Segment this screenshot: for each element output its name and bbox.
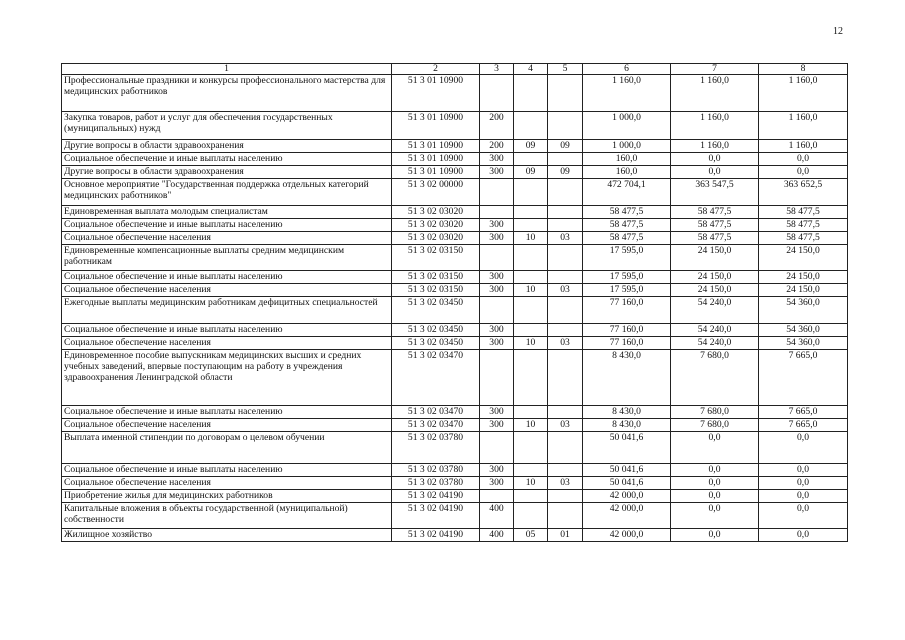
row-code-cell: 51 3 02 03450: [392, 337, 480, 350]
row-value-cell: 24 150,0: [671, 271, 759, 284]
row-name-cell: Социальное обеспечение населения: [62, 477, 392, 490]
row-value-cell: 7 665,0: [759, 419, 848, 432]
row-value-cell: 0,0: [671, 529, 759, 542]
row-expense-type-cell: 200: [480, 140, 514, 153]
row-section-cell: 10: [514, 477, 548, 490]
row-expense-type-cell: 300: [480, 232, 514, 245]
row-name-cell: Основное мероприятие "Государственная поддержка отдельных категорий медицинских работников": [62, 179, 392, 206]
row-section-cell: [514, 271, 548, 284]
table-row: [62, 75, 848, 112]
row-section-cell: [514, 206, 548, 219]
row-code-cell: 51 3 01 10900: [392, 112, 480, 140]
row-value-cell: 54 240,0: [671, 324, 759, 337]
row-code-cell: 51 3 02 03470: [392, 350, 480, 406]
row-value-cell: 50 041,6: [583, 464, 671, 477]
row-name-cell: Капитальные вложения в объекты государственной (муниципальной) собственности: [62, 503, 392, 529]
row-subsection-cell: 03: [548, 337, 583, 350]
row-name-cell: Социальное обеспечение и иные выплаты населению: [62, 219, 392, 232]
row-subsection-cell: [548, 297, 583, 324]
row-code-cell: 51 3 02 00000: [392, 179, 480, 206]
row-name-cell: Закупка товаров, работ и услуг для обеспечения государственных (муниципальных) нужд: [62, 112, 392, 140]
row-expense-type-cell: 200: [480, 112, 514, 140]
row-value-cell: 0,0: [671, 490, 759, 503]
row-value-cell: 7 680,0: [671, 419, 759, 432]
column-number-8: 8: [759, 64, 848, 75]
table-row: [62, 350, 848, 406]
row-value-cell: 1 160,0: [671, 75, 759, 112]
row-value-cell: 17 595,0: [583, 271, 671, 284]
row-value-cell: 363 652,5: [759, 179, 848, 206]
row-section-cell: [514, 245, 548, 271]
column-number-4: 4: [514, 64, 548, 75]
row-name-cell: Единовременное пособие выпускникам медицинских высших и средних учебных заведений, впервые поступающим на работу в учреждения здравоохранения Ленинградской области: [62, 350, 392, 406]
row-name-cell: Социальное обеспечение населения: [62, 337, 392, 350]
row-value-cell: 42 000,0: [583, 490, 671, 503]
table-row: [62, 337, 848, 350]
row-value-cell: 160,0: [583, 166, 671, 179]
row-value-cell: 0,0: [759, 477, 848, 490]
row-name-cell: Жилищное хозяйство: [62, 529, 392, 542]
row-subsection-cell: [548, 406, 583, 419]
row-value-cell: 8 430,0: [583, 350, 671, 406]
row-expense-type-cell: 300: [480, 464, 514, 477]
row-code-cell: 51 3 01 10900: [392, 153, 480, 166]
row-expense-type-cell: [480, 350, 514, 406]
row-value-cell: 24 150,0: [759, 271, 848, 284]
row-value-cell: 58 477,5: [759, 232, 848, 245]
row-section-cell: [514, 219, 548, 232]
row-value-cell: 0,0: [759, 153, 848, 166]
row-name-cell: Другие вопросы в области здравоохранения: [62, 140, 392, 153]
row-section-cell: 10: [514, 232, 548, 245]
row-expense-type-cell: 300: [480, 271, 514, 284]
row-code-cell: 51 3 01 10900: [392, 140, 480, 153]
row-value-cell: 1 160,0: [759, 75, 848, 112]
row-value-cell: 7 680,0: [671, 350, 759, 406]
row-section-cell: [514, 503, 548, 529]
row-code-cell: 51 3 02 03470: [392, 406, 480, 419]
column-number-7: 7: [671, 64, 759, 75]
row-value-cell: 77 160,0: [583, 297, 671, 324]
row-code-cell: 51 3 02 03450: [392, 297, 480, 324]
row-value-cell: 24 150,0: [671, 245, 759, 271]
row-subsection-cell: [548, 75, 583, 112]
budget-table: [61, 63, 848, 542]
row-value-cell: 0,0: [759, 166, 848, 179]
row-expense-type-cell: [480, 490, 514, 503]
row-section-cell: [514, 153, 548, 166]
row-code-cell: 51 3 01 10900: [392, 166, 480, 179]
row-code-cell: 51 3 02 04190: [392, 529, 480, 542]
column-number-1: 1: [62, 64, 392, 75]
row-value-cell: 1 000,0: [583, 112, 671, 140]
row-value-cell: 1 000,0: [583, 140, 671, 153]
row-value-cell: 0,0: [759, 432, 848, 464]
row-value-cell: 54 240,0: [671, 337, 759, 350]
row-subsection-cell: [548, 432, 583, 464]
row-section-cell: [514, 350, 548, 406]
row-subsection-cell: [548, 153, 583, 166]
row-code-cell: 51 3 02 03450: [392, 324, 480, 337]
table-row: [62, 271, 848, 284]
table-row: [62, 179, 848, 206]
row-value-cell: 7 665,0: [759, 406, 848, 419]
row-section-cell: [514, 179, 548, 206]
row-section-cell: 09: [514, 166, 548, 179]
table-row: [62, 419, 848, 432]
row-value-cell: 58 477,5: [583, 219, 671, 232]
table-row: [62, 112, 848, 140]
row-name-cell: Другие вопросы в области здравоохранения: [62, 166, 392, 179]
row-value-cell: 7 665,0: [759, 350, 848, 406]
table-row: [62, 503, 848, 529]
row-value-cell: 0,0: [671, 464, 759, 477]
row-subsection-cell: [548, 503, 583, 529]
row-name-cell: Социальное обеспечение и иные выплаты населению: [62, 324, 392, 337]
row-section-cell: [514, 464, 548, 477]
table-row: [62, 490, 848, 503]
row-value-cell: 363 547,5: [671, 179, 759, 206]
row-value-cell: 58 477,5: [671, 206, 759, 219]
row-subsection-cell: 03: [548, 284, 583, 297]
row-section-cell: 05: [514, 529, 548, 542]
row-value-cell: 1 160,0: [759, 112, 848, 140]
table-row: [62, 432, 848, 464]
column-number-6: 6: [583, 64, 671, 75]
row-expense-type-cell: 300: [480, 419, 514, 432]
row-expense-type-cell: 300: [480, 284, 514, 297]
row-subsection-cell: [548, 350, 583, 406]
row-value-cell: 77 160,0: [583, 324, 671, 337]
table-row: [62, 153, 848, 166]
table-row: [62, 477, 848, 490]
row-expense-type-cell: 300: [480, 166, 514, 179]
row-name-cell: Социальное обеспечение и иные выплаты населению: [62, 153, 392, 166]
row-expense-type-cell: 300: [480, 477, 514, 490]
row-value-cell: 54 240,0: [671, 297, 759, 324]
row-code-cell: 51 3 02 03780: [392, 477, 480, 490]
row-expense-type-cell: 300: [480, 324, 514, 337]
row-section-cell: [514, 112, 548, 140]
row-subsection-cell: 09: [548, 140, 583, 153]
row-expense-type-cell: 400: [480, 503, 514, 529]
page-number: 12: [833, 26, 843, 37]
row-value-cell: 1 160,0: [671, 140, 759, 153]
row-value-cell: 54 360,0: [759, 297, 848, 324]
row-expense-type-cell: 300: [480, 406, 514, 419]
row-value-cell: 42 000,0: [583, 503, 671, 529]
row-value-cell: 0,0: [671, 166, 759, 179]
row-name-cell: Профессиональные праздники и конкурсы профессионального мастерства для медицинских работников: [62, 75, 392, 112]
row-subsection-cell: [548, 179, 583, 206]
row-subsection-cell: [548, 206, 583, 219]
row-value-cell: 58 477,5: [671, 219, 759, 232]
table-row: [62, 284, 848, 297]
row-value-cell: 8 430,0: [583, 419, 671, 432]
table-row: [62, 206, 848, 219]
row-value-cell: 17 595,0: [583, 245, 671, 271]
row-expense-type-cell: [480, 206, 514, 219]
row-value-cell: 77 160,0: [583, 337, 671, 350]
row-value-cell: 0,0: [671, 432, 759, 464]
row-code-cell: 51 3 02 03020: [392, 219, 480, 232]
row-expense-type-cell: [480, 75, 514, 112]
row-code-cell: 51 3 02 04190: [392, 503, 480, 529]
table-row: [62, 464, 848, 477]
row-subsection-cell: [548, 464, 583, 477]
row-value-cell: 58 477,5: [671, 232, 759, 245]
row-value-cell: 472 704,1: [583, 179, 671, 206]
row-subsection-cell: [548, 324, 583, 337]
row-code-cell: 51 3 02 03150: [392, 245, 480, 271]
row-code-cell: 51 3 02 04190: [392, 490, 480, 503]
row-expense-type-cell: [480, 179, 514, 206]
row-section-cell: 10: [514, 419, 548, 432]
row-value-cell: 58 477,5: [583, 206, 671, 219]
row-value-cell: 0,0: [759, 464, 848, 477]
row-value-cell: 1 160,0: [759, 140, 848, 153]
row-value-cell: 58 477,5: [759, 206, 848, 219]
row-subsection-cell: [548, 490, 583, 503]
row-code-cell: 51 3 02 03780: [392, 432, 480, 464]
row-expense-type-cell: [480, 432, 514, 464]
row-subsection-cell: [548, 271, 583, 284]
row-value-cell: 0,0: [759, 503, 848, 529]
table-row: [62, 406, 848, 419]
table-row: [62, 232, 848, 245]
row-value-cell: 58 477,5: [583, 232, 671, 245]
row-value-cell: 0,0: [759, 490, 848, 503]
table-row: [62, 324, 848, 337]
row-name-cell: Ежегодные выплаты медицинским работникам дефицитных специальностей: [62, 297, 392, 324]
table-row: [62, 529, 848, 542]
row-name-cell: Социальное обеспечение населения: [62, 284, 392, 297]
row-code-cell: 51 3 02 03020: [392, 206, 480, 219]
column-number-2: 2: [392, 64, 480, 75]
row-expense-type-cell: 400: [480, 529, 514, 542]
row-value-cell: 50 041,6: [583, 432, 671, 464]
row-section-cell: [514, 324, 548, 337]
row-section-cell: [514, 406, 548, 419]
row-expense-type-cell: [480, 297, 514, 324]
table-row: [62, 166, 848, 179]
row-subsection-cell: 01: [548, 529, 583, 542]
row-name-cell: Социальное обеспечение населения: [62, 419, 392, 432]
row-value-cell: 17 595,0: [583, 284, 671, 297]
row-value-cell: 54 360,0: [759, 337, 848, 350]
row-name-cell: Социальное обеспечение и иные выплаты населению: [62, 406, 392, 419]
row-subsection-cell: 09: [548, 166, 583, 179]
row-expense-type-cell: 300: [480, 337, 514, 350]
row-value-cell: 58 477,5: [759, 219, 848, 232]
row-name-cell: Единовременная выплата молодым специалистам: [62, 206, 392, 219]
row-section-cell: [514, 75, 548, 112]
row-subsection-cell: 03: [548, 477, 583, 490]
row-expense-type-cell: 300: [480, 219, 514, 232]
row-name-cell: Единовременные компенсационные выплаты средним медицинским работникам: [62, 245, 392, 271]
column-number-3: 3: [480, 64, 514, 75]
row-value-cell: 24 150,0: [759, 245, 848, 271]
row-section-cell: 10: [514, 337, 548, 350]
row-subsection-cell: [548, 112, 583, 140]
row-expense-type-cell: [480, 245, 514, 271]
column-number-5: 5: [548, 64, 583, 75]
row-code-cell: 51 3 02 03150: [392, 271, 480, 284]
row-value-cell: 8 430,0: [583, 406, 671, 419]
row-section-cell: 09: [514, 140, 548, 153]
row-subsection-cell: 03: [548, 232, 583, 245]
row-code-cell: 51 3 01 10900: [392, 75, 480, 112]
row-value-cell: 54 360,0: [759, 324, 848, 337]
table-row: [62, 297, 848, 324]
row-expense-type-cell: 300: [480, 153, 514, 166]
row-code-cell: 51 3 02 03020: [392, 232, 480, 245]
row-value-cell: 7 680,0: [671, 406, 759, 419]
row-value-cell: 1 160,0: [671, 112, 759, 140]
row-value-cell: 42 000,0: [583, 529, 671, 542]
row-subsection-cell: [548, 245, 583, 271]
row-value-cell: 0,0: [671, 153, 759, 166]
row-code-cell: 51 3 02 03780: [392, 464, 480, 477]
row-name-cell: Социальное обеспечение и иные выплаты населению: [62, 271, 392, 284]
row-subsection-cell: [548, 219, 583, 232]
row-code-cell: 51 3 02 03470: [392, 419, 480, 432]
row-value-cell: 0,0: [671, 477, 759, 490]
row-name-cell: Социальное обеспечение населения: [62, 232, 392, 245]
table-header-row: [62, 64, 848, 75]
row-value-cell: 160,0: [583, 153, 671, 166]
row-section-cell: [514, 432, 548, 464]
row-section-cell: [514, 490, 548, 503]
row-section-cell: [514, 297, 548, 324]
row-code-cell: 51 3 02 03150: [392, 284, 480, 297]
row-value-cell: 0,0: [759, 529, 848, 542]
row-name-cell: Выплата именной стипендии по договорам о целевом обучении: [62, 432, 392, 464]
table-row: [62, 140, 848, 153]
row-name-cell: Приобретение жилья для медицинских работников: [62, 490, 392, 503]
row-subsection-cell: 03: [548, 419, 583, 432]
table-row: [62, 219, 848, 232]
row-name-cell: Социальное обеспечение и иные выплаты населению: [62, 464, 392, 477]
row-value-cell: 0,0: [671, 503, 759, 529]
row-section-cell: 10: [514, 284, 548, 297]
row-value-cell: 50 041,6: [583, 477, 671, 490]
row-value-cell: 1 160,0: [583, 75, 671, 112]
table-row: [62, 245, 848, 271]
row-value-cell: 24 150,0: [759, 284, 848, 297]
row-value-cell: 24 150,0: [671, 284, 759, 297]
